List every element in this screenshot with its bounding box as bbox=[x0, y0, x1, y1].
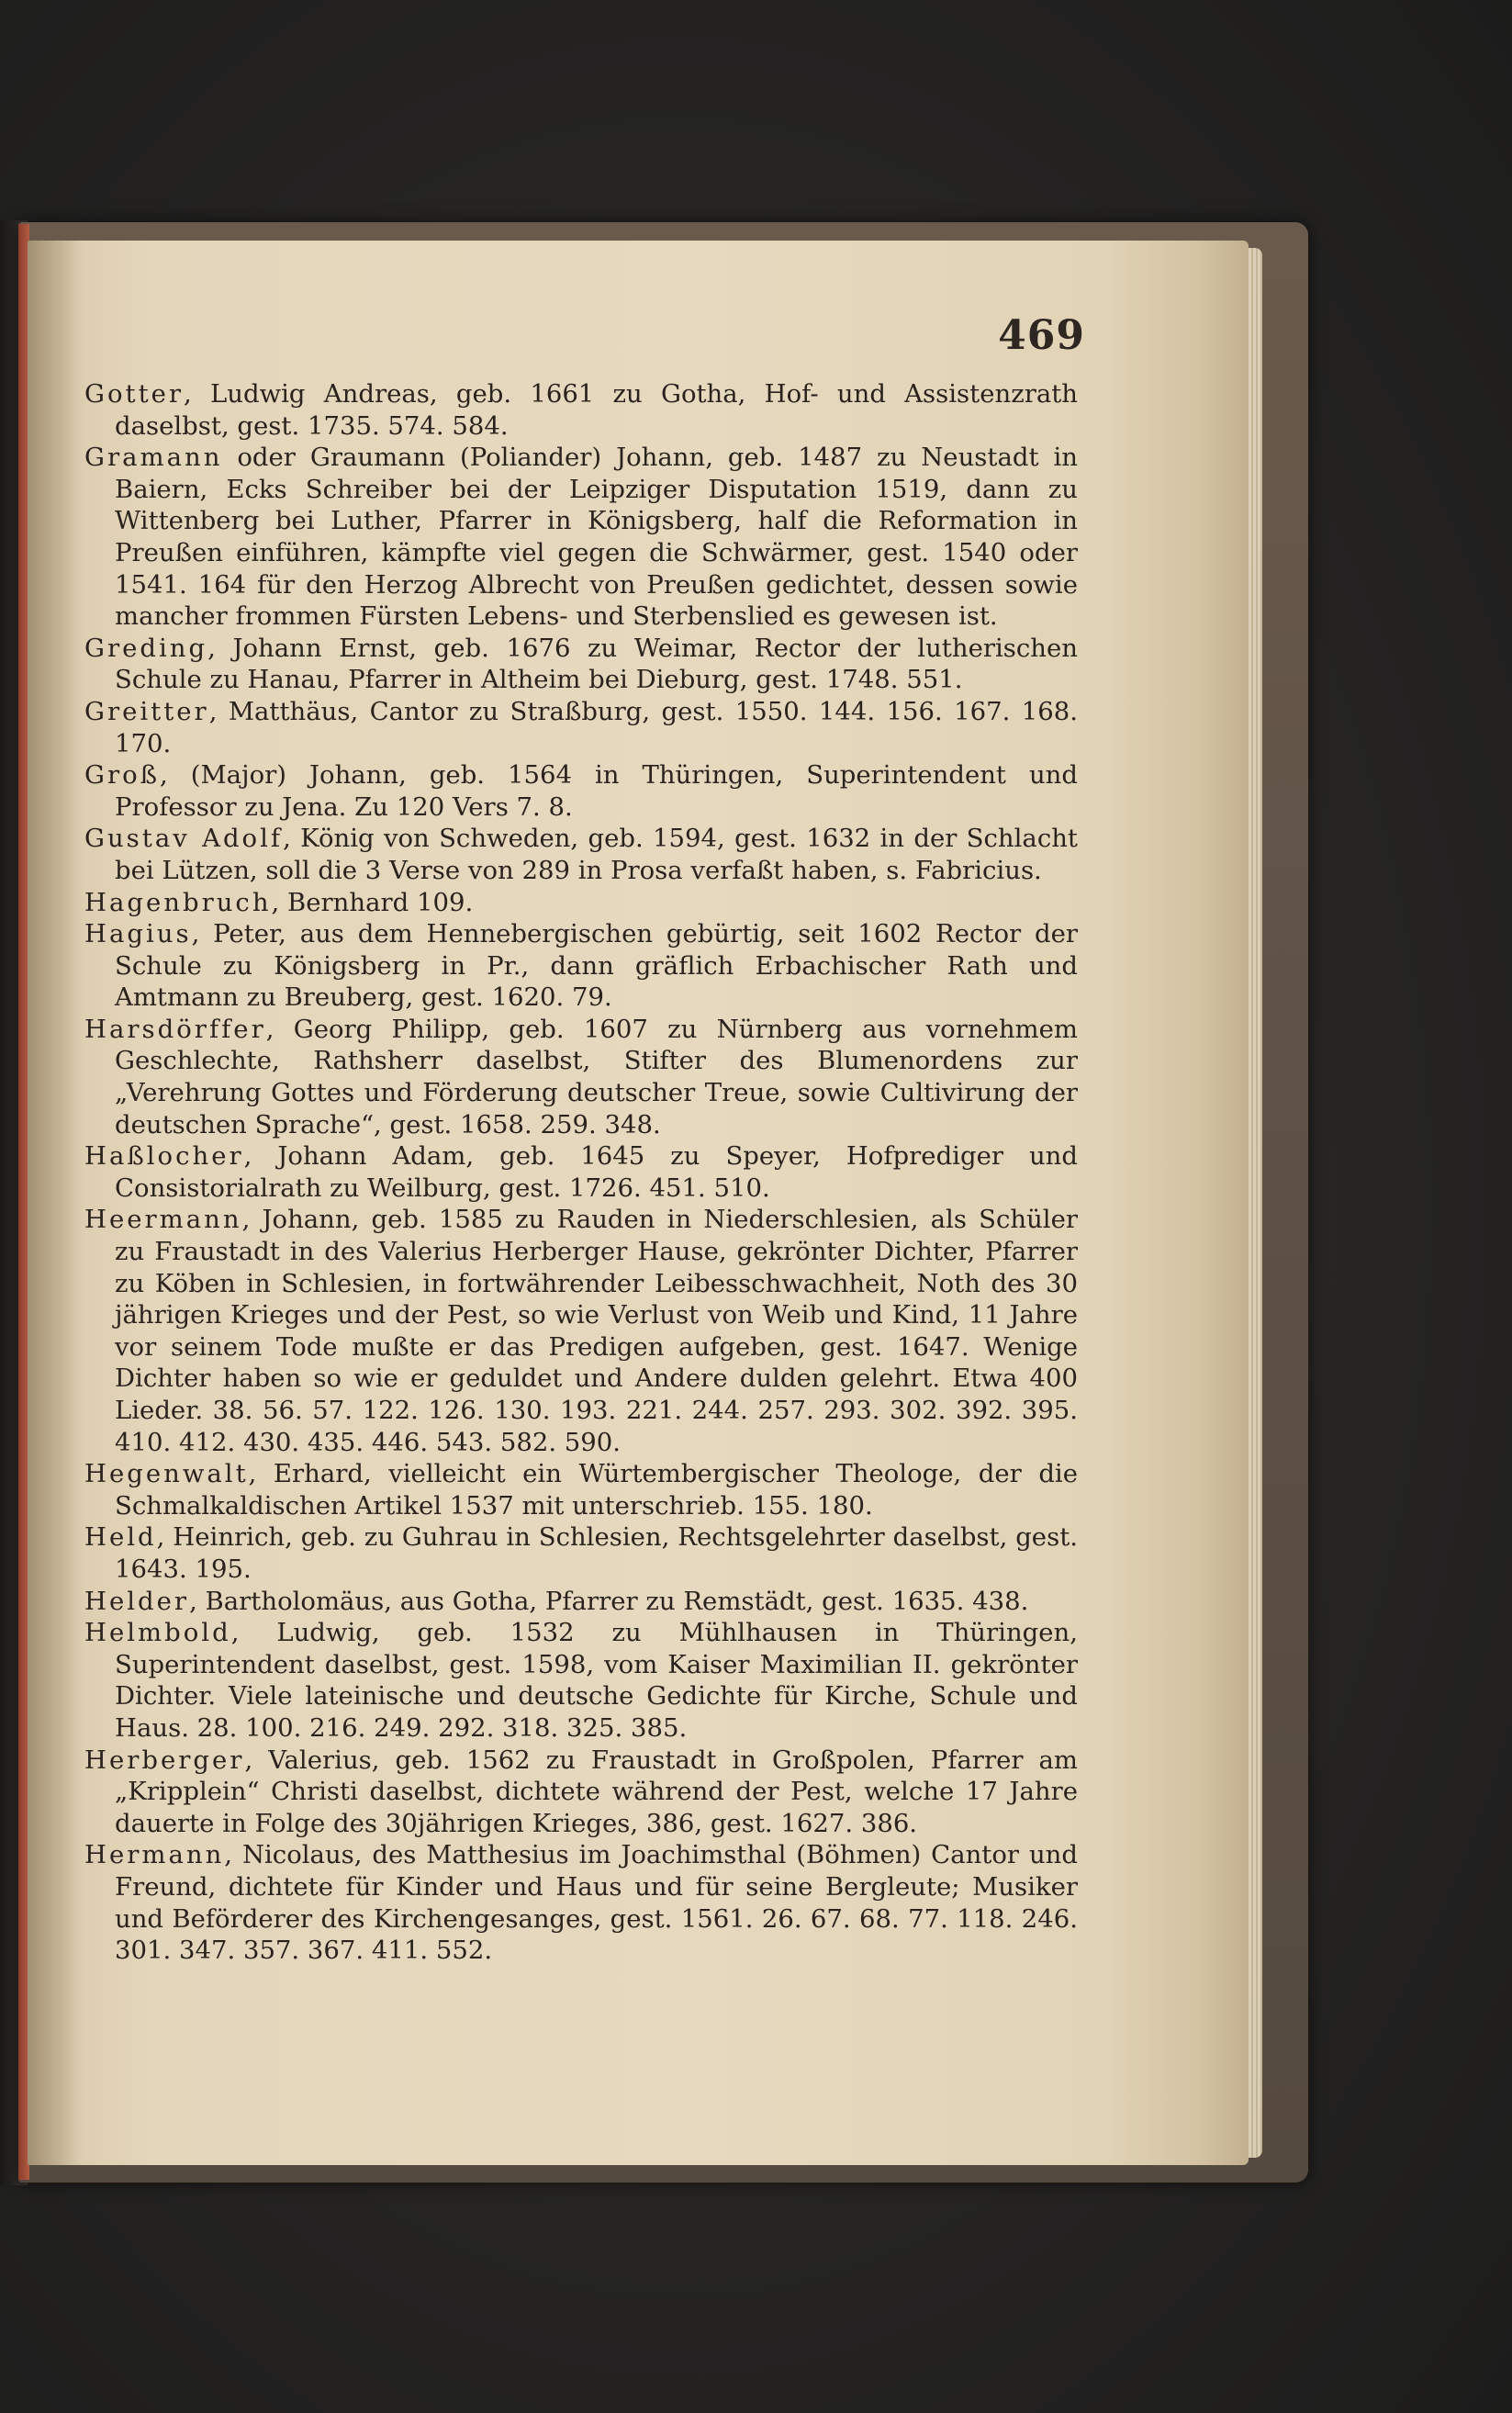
entry-name: Helder bbox=[84, 1586, 190, 1616]
entry-gramann bbox=[84, 442, 1078, 633]
entry-name: Gustav Adolf bbox=[84, 824, 284, 854]
entry-text: , Bernhard 109. bbox=[271, 887, 474, 917]
entry-text: , Peter, aus dem Hennebergischen gebürtig, seit 1602 Rector der Schule zu Königsberg in Pr., dann gräflich Erbachischer Rath und Amtmann zu Breuberg, gest. 1620. 79. bbox=[115, 919, 1078, 1013]
entry-name: Greding bbox=[84, 633, 208, 663]
entry-hagenbruch bbox=[84, 887, 1078, 919]
entry-text: , Matthäus, Cantor zu Straßburg, gest. 1550. 144. 156. 167. 168. 170. bbox=[115, 696, 1078, 758]
entry-hagius bbox=[84, 918, 1078, 1014]
entry-text: , Bartholomäus, aus Gotha, Pfarrer zu Remstädt, gest. 1635. 438. bbox=[189, 1586, 1029, 1616]
entry-name: Gotter bbox=[84, 379, 185, 409]
entry-text: , Valerius, geb. 1562 zu Fraustadt in Großpolen, Pfarrer am „Kripplein“ Christi daselbst, dichtete während der Pest, welche 17 Jahre dauerte in Folge des 30jährigen Krieges, 386, gest. 1627. 386. bbox=[115, 1745, 1078, 1838]
entry-name: Gramann bbox=[84, 443, 223, 473]
entry-name: Haßlocher bbox=[84, 1141, 244, 1172]
entry-hegenwalt bbox=[84, 1458, 1078, 1521]
entry-text: , Heinrich, geb. zu Guhrau in Schlesien, Rechtsgelehrter daselbst, gest. 1643. 195. bbox=[115, 1522, 1078, 1584]
entry-text: , Johann Adam, geb. 1645 zu Speyer, Hofprediger und Consistorialrath zu Weilburg, gest. 1726. 451. 510. bbox=[115, 1141, 1078, 1203]
entry-name: Greitter bbox=[84, 696, 209, 726]
entry-name: Harsdörffer bbox=[84, 1014, 266, 1044]
entry-text: , Nicolaus, des Matthesius im Joachimsthal (Böhmen) Cantor und Freund, dichtete für Kinder und Haus und für seine Bergleute; Musiker und Beförderer des Kirchengesanges, gest. 1561. 26. 67. 68. 77. 118. 246. 301. 347. 357. 367. 411. 552. bbox=[115, 1840, 1078, 1966]
entry-greitter bbox=[84, 696, 1078, 759]
entry-text: , Johann Ernst, geb. 1676 zu Weimar, Rector der lutherischen Schule zu Hanau, Pfarrer in Altheim bei Dieburg, gest. 1748. 551. bbox=[115, 633, 1078, 695]
entry-name: Hermann bbox=[84, 1840, 225, 1870]
page-number: 469 bbox=[998, 312, 1085, 359]
entry-greding bbox=[84, 633, 1078, 696]
entry-name: Herberger bbox=[84, 1745, 245, 1775]
entry-gustav-adolf bbox=[84, 823, 1078, 886]
entry-held bbox=[84, 1521, 1078, 1585]
entry-name: Heermann bbox=[84, 1205, 242, 1235]
entry-text: , Ludwig Andreas, geb. 1661 zu Gotha, Hof- und Assistenzrath daselbst, gest. 1735. 574. 584. bbox=[115, 379, 1078, 441]
entry-name: Groß bbox=[84, 760, 161, 791]
entry-list bbox=[84, 378, 1078, 1967]
entry-text: , Georg Philipp, geb. 1607 zu Nürnberg aus vornehmem Geschlechte, Rathsherr daselbst, Stifter des Blumenordens zur „Verehrung Gottes und Förderung deutscher Treue, sowie Cultivirung der deutschen Sprache“, gest. 1658. 259. 348. bbox=[115, 1014, 1078, 1139]
entry-name: Hegenwalt bbox=[84, 1459, 249, 1489]
entry-helder bbox=[84, 1586, 1078, 1618]
entry-name: Hagius bbox=[84, 919, 192, 949]
entry-name: Held bbox=[84, 1522, 157, 1553]
entry-text: , (Major) Johann, geb. 1564 in Thüringen, Superintendent und Professor zu Jena. Zu 120 Vers 7. 8. bbox=[115, 760, 1078, 822]
entry-name: Hagenbruch bbox=[84, 887, 272, 917]
entry-gotter bbox=[84, 378, 1078, 442]
entry-text: , König von Schweden, geb. 1594, gest. 1632 in der Schlacht bei Lützen, soll die 3 Verse von 289 in Prosa verfaßt haben, s. Fabricius. bbox=[115, 824, 1078, 885]
entry-harsdoerffer bbox=[84, 1014, 1078, 1140]
entry-name: Helmbold bbox=[84, 1618, 231, 1648]
entry-heermann bbox=[84, 1204, 1078, 1458]
entry-text: oder Graumann (Poliander) Johann, geb. 1487 zu Neustadt in Baiern, Ecks Schreiber bei der Leipziger Disputation 1519, dann zu Wittenberg bei Luther, Pfarrer in Königsberg, half die Reformation in Preußen einführen, kämpfte viel gegen die Schwärmer, gest. 1540 oder 1541. 164 für den Herzog Albrecht von Preußen gedichtet, dessen sowie mancher frommen Fürsten Lebens- und Sterbenslied es gewesen ist. bbox=[115, 443, 1078, 632]
entry-text: , Johann, geb. 1585 zu Rauden in Niederschlesien, als Schüler zu Fraustadt in des Valerius Herberger Hause, gekrönter Dichter, Pfarrer zu Köben in Schlesien, in fortwährender Leibesschwachheit, Noth des 30 jährigen Krieges und der Pest, so wie Verlust von Weib und Kind, 11 Jahre vor seinem Tode mußte er das Predigen aufgeben, gest. 1647. Wenige Dichter haben so wie er geduldet und Andere dulden gelehrt. Etwa 400 Lieder. 38. 56. 57. 122. 126. 130. 193. 221. 244. 257. 293. 302. 392. 395. 410. 412. 430. 435. 446. 543. 582. 590. bbox=[115, 1205, 1078, 1457]
entry-hermann bbox=[84, 1839, 1078, 1966]
entry-text: , Erhard, vielleicht ein Würtembergischer Theologe, der die Schmalkaldischen Artikel 1537 mit unterschrieb. 155. 180. bbox=[115, 1459, 1078, 1521]
entry-text: , Ludwig, geb. 1532 zu Mühlhausen in Thüringen, Superintendent daselbst, gest. 1598, vom Kaiser Maximilian II. gekrönter Dichter. Viele lateinische und deutsche Gedichte für Kirche, Schule und Haus. 28. 100. 216. 249. 292. 318. 325. 385. bbox=[115, 1618, 1078, 1743]
entry-hasslocher bbox=[84, 1140, 1078, 1204]
entry-helmbold bbox=[84, 1617, 1078, 1744]
entry-herberger bbox=[84, 1745, 1078, 1840]
entry-gross bbox=[84, 759, 1078, 823]
page-gutter-shadow bbox=[28, 241, 83, 2165]
